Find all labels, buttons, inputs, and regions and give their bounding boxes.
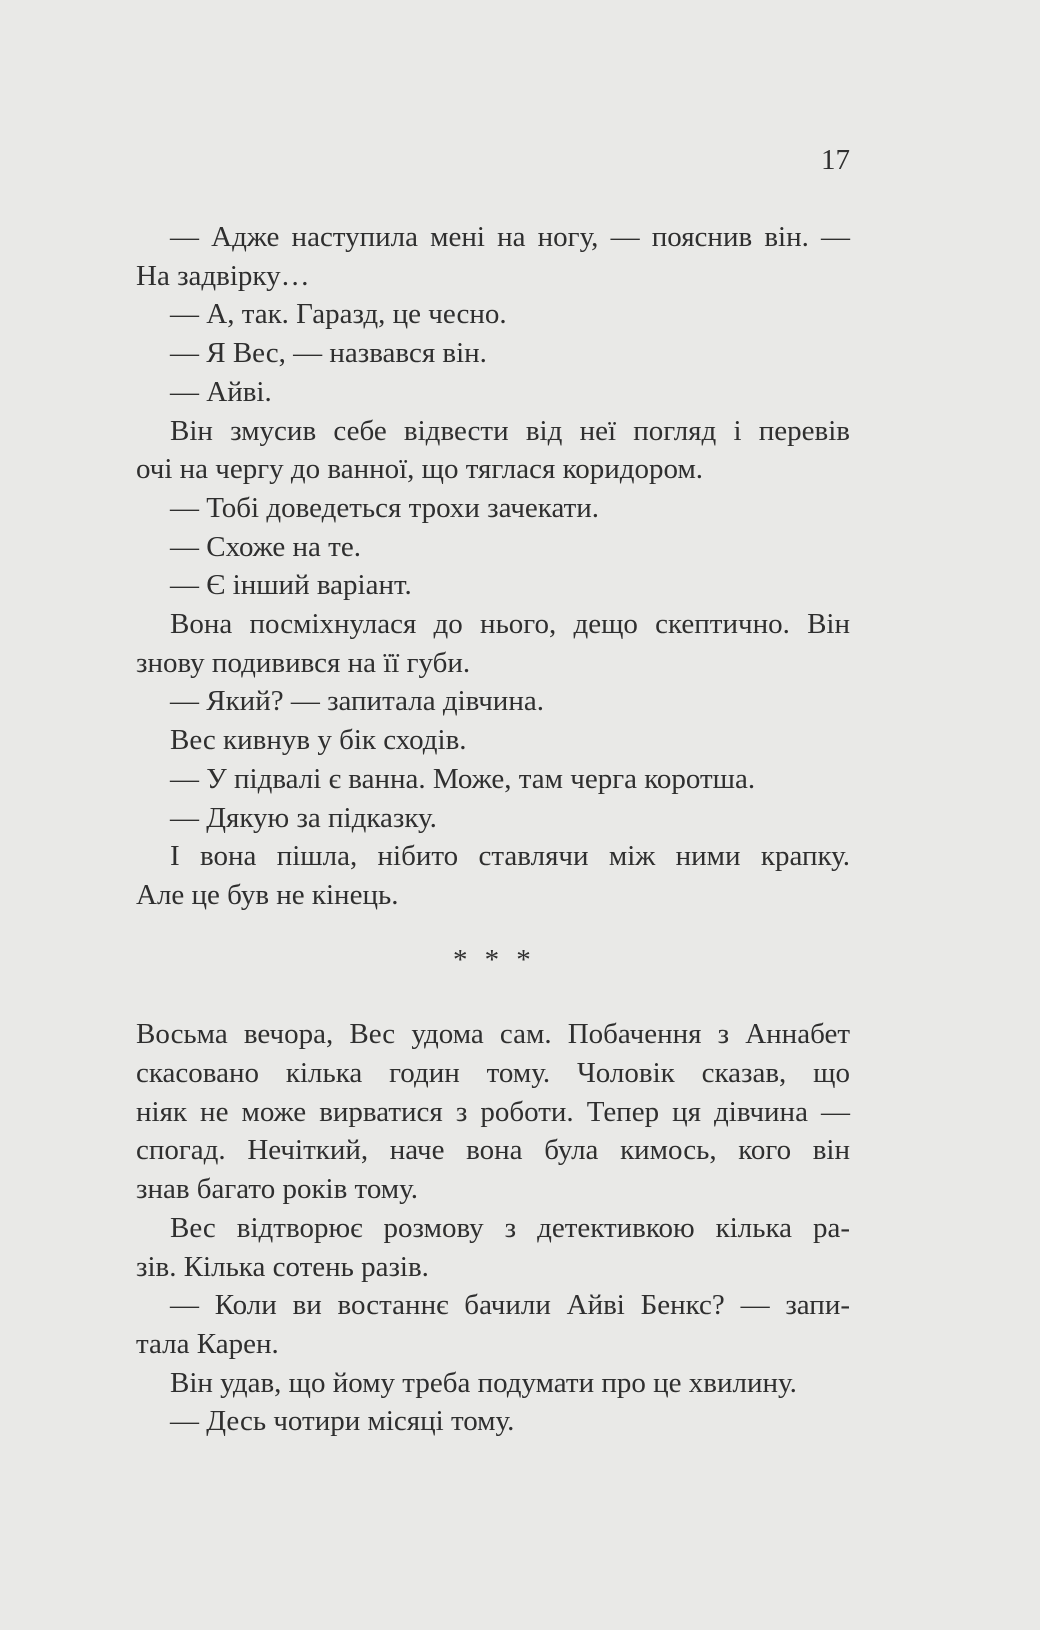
text-line: — Адже наступила мені на ногу, — пояснив він. — — [170, 221, 850, 253]
paragraph — [136, 1015, 850, 1209]
paragraph — [136, 528, 850, 567]
paragraph — [136, 837, 850, 914]
paragraph — [136, 334, 850, 373]
text-line: На задвірку… — [136, 259, 310, 292]
text-line: — Є інший варіант. — [170, 569, 412, 602]
text-section — [136, 1015, 850, 1441]
text-line: Але це був не кінець. — [136, 878, 399, 911]
text-line: — Схоже на те. — [170, 530, 361, 563]
paragraph — [136, 218, 850, 295]
text-line: очі на чергу до ванної, що тяглася коридором. — [136, 453, 704, 486]
paragraph — [136, 682, 850, 721]
paragraph — [136, 489, 850, 528]
text-line: — Тобі доведеться трохи зачекати. — [170, 491, 600, 524]
text-line: спогад. Нечіткий, наче вона була кимось, кого він — [136, 1134, 850, 1167]
text-line: зів. Кілька сотень разів. — [136, 1250, 429, 1283]
paragraph — [136, 1209, 850, 1286]
text-line: Вона посміхнулася до нього, дещо скептично. Він — [170, 608, 850, 641]
text-line: — Дякую за підказку. — [170, 801, 437, 834]
text-section — [136, 218, 850, 915]
text-line: — Айві. — [170, 375, 272, 408]
paragraph — [136, 295, 850, 334]
text-line: скасовано кілька годин тому. Чоловік сказав, що — [136, 1057, 850, 1090]
text-line: — Який? — запитала дівчина. — [170, 685, 544, 718]
text-line: — Коли ви востаннє бачили Айві Бенкс? — запи- — [170, 1289, 850, 1322]
paragraph — [136, 799, 850, 838]
text-line: — У підвалі є ванна. Може, там черга коротша. — [170, 762, 756, 795]
separator-asterisks: * * * — [452, 943, 534, 976]
text-line: Він удав, що йому треба подумати про це хвилину. — [170, 1366, 797, 1399]
text-line: тала Карен. — [136, 1327, 279, 1360]
text-line: Вес кивнув у бік сходів. — [170, 724, 467, 757]
text-line: знав багато років тому. — [136, 1173, 418, 1206]
paragraph — [136, 412, 850, 489]
paragraph — [136, 1286, 850, 1363]
text-line: — Десь чотири місяці тому. — [170, 1405, 515, 1438]
text-line: І вона пішла, нібито ставлячи між ними крапку. — [170, 840, 850, 873]
paragraph — [136, 721, 850, 760]
text-line: — А, так. Гаразд, це чесно. — [170, 298, 507, 331]
text-line: Він змусив себе відвести від неї погляд і перевів — [170, 414, 850, 447]
paragraph — [136, 1364, 850, 1403]
text-line: Восьма вечора, Вес удома сам. Побачення з Аннабет — [136, 1018, 850, 1051]
paragraph — [136, 1402, 850, 1441]
paragraph — [136, 373, 850, 412]
text-line: знову подивився на її губи. — [136, 646, 471, 679]
text-line: ніяк не може вирватися з роботи. Тепер ця дівчина — — [136, 1095, 850, 1128]
text-line: — Я Вес, — назвався він. — [170, 337, 487, 370]
paragraph — [136, 605, 850, 682]
text-line: Вес відтворює розмову з детективкою кілька ра- — [170, 1211, 850, 1244]
text-content — [136, 218, 850, 1441]
paragraph — [136, 760, 850, 799]
section-separator — [136, 937, 850, 976]
page-number: 17 — [821, 144, 850, 176]
paragraph — [136, 566, 850, 605]
